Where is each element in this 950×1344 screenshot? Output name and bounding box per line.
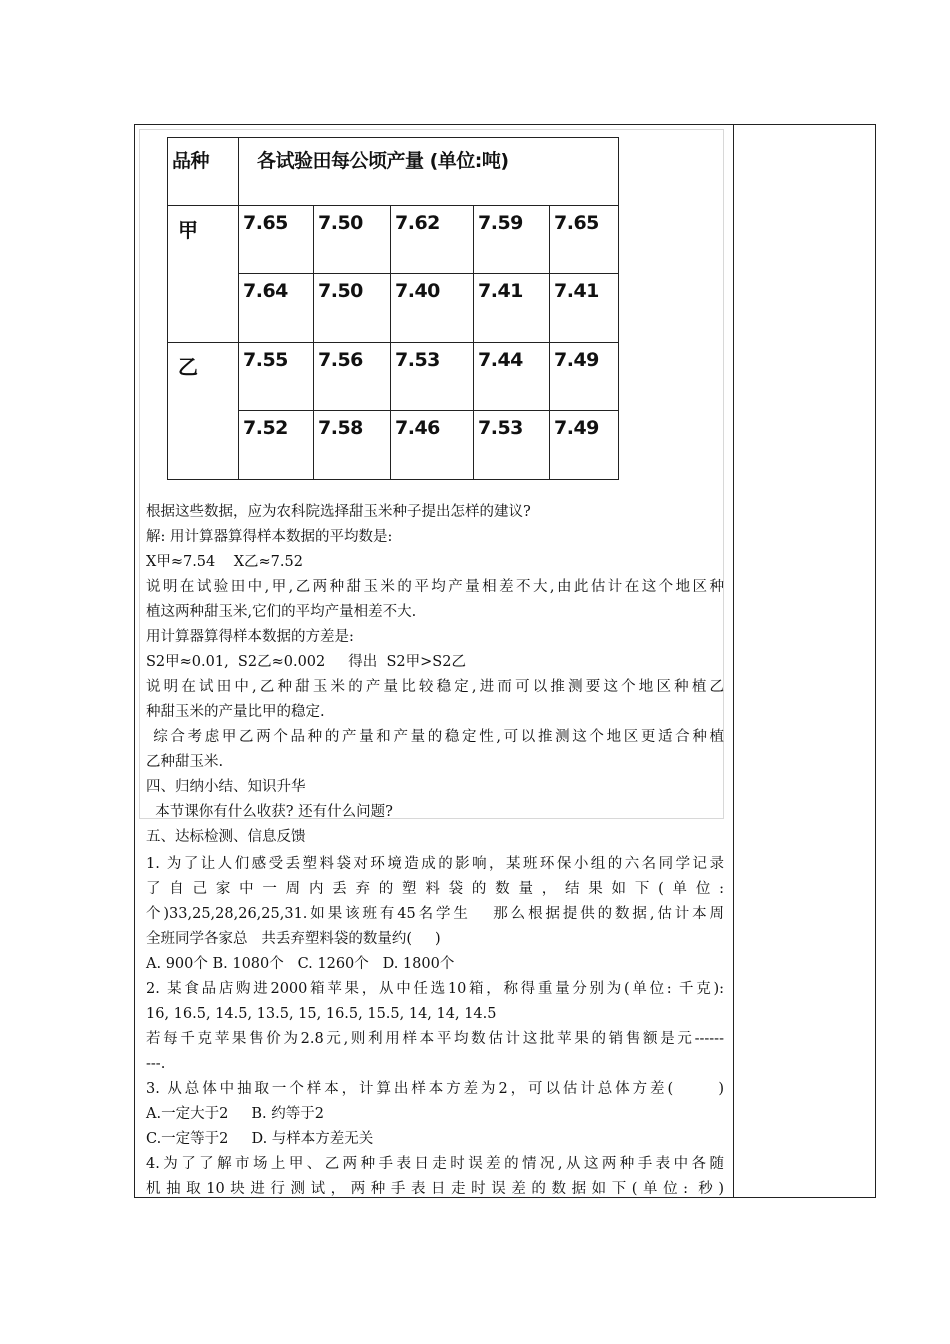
header-title: 各试验田每公顷产量 (单位:吨) [257, 150, 509, 172]
header-variety: 品种 [172, 150, 210, 172]
table-cell: 7.41 [550, 274, 619, 343]
table-cell: 7.53 [391, 343, 474, 411]
table-cell: 7.49 [550, 343, 619, 411]
table-cell: 7.64 [239, 274, 314, 343]
section-heading: 四、归纳小结、知识升华 [146, 779, 306, 795]
table-cell: 7.58 [314, 411, 391, 480]
table-cell: 7.62 [391, 206, 474, 274]
header-variety-cell [168, 138, 239, 206]
exercise-line: 了自己家中一周内丢弃的塑料袋的数量，结果如下(单位: [146, 881, 724, 897]
exercise-line: 16, 16.5, 14.5, 13.5, 15, 16.5, 15.5, 14, 14, 14.5 [146, 1006, 497, 1022]
answer-options: A. 900个 B. 1080个 C. 1260个 D. 1800个 [146, 956, 455, 972]
table-cell: 7.50 [314, 206, 391, 274]
column-divider [733, 124, 734, 1198]
explanation-line: 植这两种甜玉米,它们的平均产量相差不大. [146, 604, 417, 620]
answer-options: C.一定等于2 D. 与样本方差无关 [146, 1131, 374, 1147]
variance-result: S2甲≈0.01, S2乙≈0.002 得出 S2甲>S2乙 [146, 654, 466, 670]
table-cell: 7.44 [474, 343, 550, 411]
group-label-cell [168, 343, 239, 480]
section-heading: 五、达标检测、信息反馈 [146, 829, 306, 845]
solution-intro: 解: 用计算器算得样本数据的平均数是: [146, 529, 393, 545]
table-cell: 7.52 [239, 411, 314, 480]
exercise-line: 4.为了了解市场上甲、乙两种手表日走时误差的情况,从这两种手表中各随 [146, 1156, 724, 1172]
explanation-line: 说明在试田中,乙种甜玉米的产量比较稳定,进而可以推测要这个地区种植乙 [146, 679, 724, 695]
table-cell: 7.55 [239, 343, 314, 411]
reflection-prompt: 本节课你有什么收获? 还有什么问题? [146, 804, 393, 820]
group-label: 甲 [178, 218, 198, 242]
table-cell: 7.53 [474, 411, 550, 480]
exercise-line: 1. 为了让人们感受丢塑料袋对环境造成的影响，某班环保小组的六名同学记录 [146, 856, 724, 872]
exercise-line: 全班同学各家总 共丢弃塑料袋的数量约( ) [146, 931, 441, 947]
header-title-cell [239, 138, 619, 206]
table-cell: 7.65 [239, 206, 314, 274]
table-cell: 7.41 [474, 274, 550, 343]
mean-result: X甲≈7.54 X乙≈7.52 [146, 554, 303, 570]
question-text: 根据这些数据，应为农科院选择甜玉米种子提出怎样的建议? [146, 504, 531, 520]
exercise-line: 2. 某食品店购进2000箱苹果，从中任选10箱，称得重量分别为(单位: 千克): [146, 981, 724, 997]
table-cell: 7.46 [391, 411, 474, 480]
table-cell: 7.49 [550, 411, 619, 480]
answer-options: A.一定大于2 B. 约等于2 [146, 1106, 324, 1122]
yield-table [167, 137, 619, 480]
conclusion-line: 综合考虑甲乙两个品种的产量和产量的稳定性,可以推测这个地区更适合种植 [146, 729, 724, 745]
group-label: 乙 [178, 355, 198, 379]
exercise-line: ---. [146, 1056, 166, 1072]
conclusion-line: 乙种甜玉米. [146, 754, 224, 770]
group-label-cell [168, 206, 239, 343]
exercise-line: 机抽取10块进行测试，两种手表日走时误差的数据如下(单位: 秒) [146, 1181, 724, 1197]
exercise-line: 3. 从总体中抽取一个样本，计算出样本方差为2，可以估计总体方差( ) [146, 1081, 724, 1097]
table-cell: 7.65 [550, 206, 619, 274]
exercise-line: 个)33,25,28,26,25,31.如果该班有45名学生 那么根据提供的数据,估计本周 [146, 906, 724, 922]
explanation-line: 说明在试验田中,甲,乙两种甜玉米的平均产量相差不大,由此估计在这个地区种 [146, 579, 724, 595]
table-cell: 7.40 [391, 274, 474, 343]
table-cell: 7.59 [474, 206, 550, 274]
exercise-line: 若每千克苹果售价为2.8元,则利用样本平均数估计这批苹果的销售额是元------ [146, 1031, 724, 1047]
explanation-line: 种甜玉米的产量比甲的稳定. [146, 704, 325, 720]
variance-intro: 用计算器算得样本数据的方差是: [146, 629, 354, 645]
table-cell: 7.56 [314, 343, 391, 411]
table-cell: 7.50 [314, 274, 391, 343]
